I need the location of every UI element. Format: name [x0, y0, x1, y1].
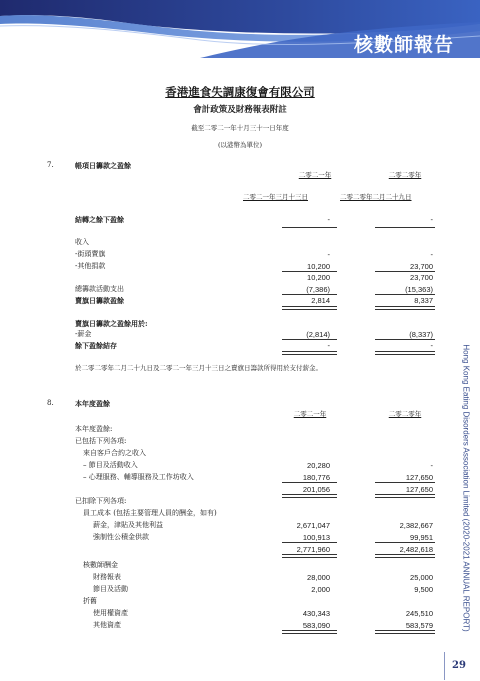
double-rule: [282, 306, 337, 310]
n7-footnote: 於二零二零年二月二十九日及二零二一年三月十三日之賣旗日籌款所得用於支付薪金。: [75, 364, 322, 372]
n8-row-label: 財務報表: [93, 573, 121, 581]
n8-row-v1: 2,771,960: [296, 545, 330, 554]
n7-row-v2: 23,700: [410, 262, 433, 271]
rule: [375, 339, 435, 340]
n8-row-v2: 583,579: [405, 621, 433, 630]
n8-row-v1: 2,671,047: [296, 521, 330, 530]
n8-row-v1: 180,776: [302, 473, 330, 482]
n8-row-label: 使用權資產: [93, 609, 128, 617]
document-subtitle: 會計政策及財務報表附註: [193, 105, 287, 115]
double-rule: [375, 554, 435, 558]
n7-use-title: 賣旗日籌款之盈餘用於:: [75, 319, 148, 328]
n8-row-v2: 9,500: [414, 585, 433, 594]
note-7-title: 帳項日籌款之盈餘: [75, 161, 131, 170]
n7-row-label: -街頭賣旗: [75, 250, 106, 258]
n8-row-v2: 127,650: [405, 473, 433, 482]
n7-use-label: 餘下盈餘結存: [75, 341, 117, 350]
n8-row-v1: 20,280: [307, 461, 330, 470]
rule: [282, 482, 337, 483]
double-rule: [282, 554, 337, 558]
rule: [282, 339, 337, 340]
n7-use-label: -薪金: [75, 330, 92, 338]
rule: [282, 294, 337, 295]
note-7-number: 7.: [47, 161, 54, 169]
rule: [375, 482, 435, 483]
rule: [375, 542, 435, 543]
n8-row-label: 節目及活動: [93, 585, 128, 593]
n8-row-v2: -: [430, 461, 433, 470]
n8-row-label: – 節目及活動收入: [83, 461, 138, 469]
n8-row-label: 來自客戶合約之收入: [83, 449, 146, 457]
double-rule: [282, 630, 337, 634]
n8-row-v1: 430,343: [302, 609, 330, 618]
double-rule: [375, 306, 435, 310]
period-line: 截至二零二一年十月三十一日年度: [191, 124, 289, 132]
n8-row-label: 薪金，津貼及其他利益: [93, 521, 163, 529]
n8-row-v1: 583,090: [302, 621, 330, 630]
rule: [282, 542, 337, 543]
rule: [375, 294, 435, 295]
n7-row-label: -其他捐款: [75, 262, 106, 270]
n8-row-v2: 25,000: [410, 573, 433, 582]
n7-row-v1: 2,814: [311, 296, 330, 305]
n7-row-v1: (7,386): [306, 285, 330, 294]
note-8-number: 8.: [47, 399, 54, 407]
n8-row-v2: 127,650: [405, 485, 433, 494]
n7-row-label: 總籌款活動支出: [75, 285, 124, 293]
double-rule: [375, 630, 435, 634]
n8-row-v2: 2,482,618: [399, 545, 433, 554]
n7-row-v2: 23,700: [410, 273, 433, 282]
rule: [375, 227, 435, 228]
n8-row-v2: 99,951: [410, 533, 433, 542]
n7-row-label: 收入: [75, 238, 89, 246]
n7-row-v1: 10,200: [307, 262, 330, 271]
company-name: 香港進食失調康復會有限公司: [165, 85, 315, 99]
n8-row-label: 本年度盈餘:: [75, 425, 113, 433]
n7-row-v2: -: [430, 215, 433, 224]
note-7-year-1: 二零二一年: [298, 171, 332, 179]
currency-line: (以港幣為單位): [217, 141, 263, 149]
double-rule: [375, 351, 435, 355]
rule: [282, 227, 337, 228]
n7-use-v2: (8,337): [409, 330, 433, 339]
n7-use-v1: -: [327, 341, 330, 350]
note-8-year-2: 二零二零年: [388, 410, 422, 418]
n8-row-label: 已扣除下列各項:: [75, 497, 127, 505]
note-7-date-2: 二零二零年二月二十九日: [340, 193, 412, 201]
page-number-divider: [444, 652, 445, 680]
n8-row-v1: 201,056: [302, 485, 330, 494]
note-8-year-1: 二零二一年: [293, 410, 327, 418]
n8-row-v1: 28,000: [307, 573, 330, 582]
page-number: 29: [452, 660, 466, 671]
n8-row-label: 核數師酬金: [83, 561, 118, 569]
n8-row-label: 強制性公積金供款: [93, 533, 149, 541]
rule: [282, 271, 337, 272]
side-report-title: Hong Kong Eating Disorders Association Limited (2020-2021 ANNUAL REPORT): [461, 344, 471, 632]
n7-row-v2: -: [430, 250, 433, 259]
n8-row-v1: 2,000: [311, 585, 330, 594]
n7-row-label: 賣旗日籌款盈餘: [75, 296, 124, 305]
n7-use-v2: -: [430, 341, 433, 350]
note-7-year-2: 二零二零年: [388, 171, 422, 179]
double-rule: [375, 494, 435, 498]
rule: [375, 271, 435, 272]
n7-row-v2: (15,363): [405, 285, 433, 294]
n7-row-v1: -: [327, 215, 330, 224]
n8-row-label: 員工成本 (包括主要管理人員的酬金，如有): [83, 509, 217, 517]
note-7-date-1: 二零二一年三月十三日: [243, 193, 308, 201]
double-rule: [282, 351, 337, 355]
n8-row-v2: 245,510: [405, 609, 433, 618]
note-8-title: 本年度盈餘: [75, 399, 110, 408]
n8-row-v2: 2,382,667: [399, 521, 433, 530]
n7-use-v1: (2,814): [306, 330, 330, 339]
n7-row-label: 結轉之餘下盈餘: [75, 215, 124, 224]
n8-row-label: 其他資產: [93, 621, 121, 629]
header-banner: [0, 0, 480, 58]
banner-title: 核數師報告: [353, 34, 454, 56]
n7-row-v1: -: [327, 250, 330, 259]
n8-row-label: 已包括下列各項:: [75, 437, 127, 445]
n7-row-v1: 10,200: [307, 273, 330, 282]
n8-row-label: 折舊: [83, 597, 97, 605]
n8-row-v1: 100,913: [302, 533, 330, 542]
n7-row-v2: 8,337: [414, 296, 433, 305]
double-rule: [282, 494, 337, 498]
n8-row-label: – 心理服務、輔導服務及工作坊收入: [83, 473, 194, 481]
